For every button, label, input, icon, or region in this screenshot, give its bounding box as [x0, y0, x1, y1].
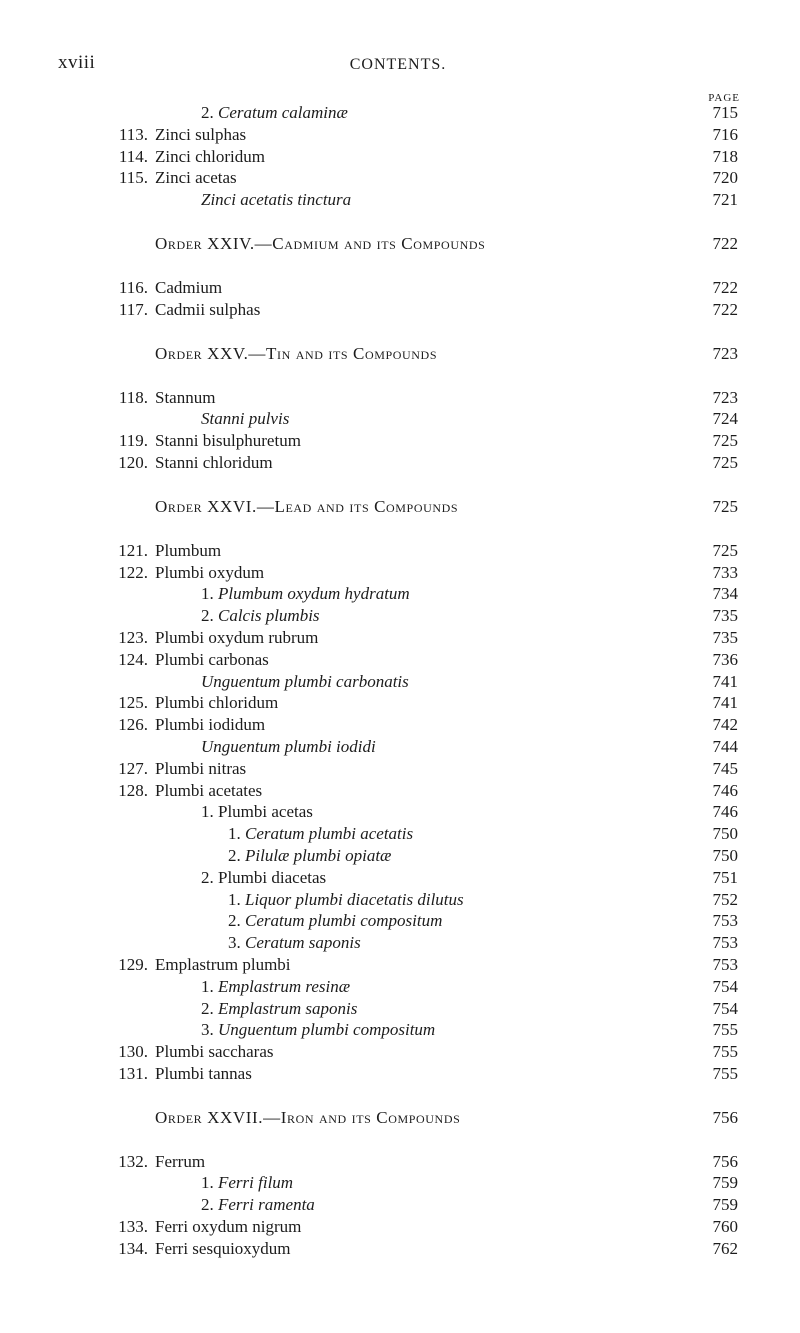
toc-entry: [0, 845, 800, 867]
entry-number: 124.: [118, 649, 148, 669]
page-title: CONTENTS.: [349, 56, 447, 73]
entry-title: Plumbi carbonas: [155, 649, 269, 669]
entry-title: Plumbi oxydum: [155, 562, 265, 582]
entry-title: Plumbi nitras: [155, 758, 247, 778]
entry-page: 725: [712, 496, 738, 516]
entry-number: 114.: [118, 146, 148, 166]
toc-entry: [0, 124, 800, 146]
entry-title: Plumbi chloridum: [155, 693, 279, 713]
toc-entry: [0, 452, 800, 474]
entry-title: Cadmii sulphas: [155, 299, 261, 319]
toc-entry: [0, 1151, 800, 1173]
entry-title: Emplastrum plumbi: [155, 954, 291, 974]
toc-entry: [0, 387, 800, 409]
entry-page: 733: [712, 562, 738, 582]
entry-number: 121.: [118, 540, 148, 560]
entry-number: 127.: [118, 758, 148, 778]
entry-page: 760: [712, 1217, 738, 1237]
toc-entry: [0, 932, 800, 954]
entry-number: 131.: [118, 1063, 148, 1083]
entry-number: 117.: [118, 299, 148, 319]
entry-page: 744: [712, 736, 738, 756]
toc-entry: [0, 430, 800, 452]
entry-page: 746: [712, 780, 738, 800]
toc-entry: [0, 583, 800, 605]
entry-title: 2. Ceratum calaminæ: [201, 103, 348, 122]
entry-page: 755: [712, 1042, 738, 1062]
entry-number: 123.: [118, 627, 148, 647]
toc-entry: [0, 649, 800, 671]
toc-entry: [0, 998, 800, 1020]
entry-title: Plumbi oxydum rubrum: [155, 627, 319, 647]
entry-title: 1. Ferri filum: [201, 1173, 294, 1193]
entry-title: Stanni pulvis: [201, 409, 290, 429]
entry-page: 735: [712, 627, 738, 647]
entry-number: 113.: [118, 124, 148, 144]
entry-number: 132.: [118, 1151, 148, 1171]
toc-entry: [0, 1019, 800, 1041]
entry-number: 129.: [118, 954, 148, 974]
entry-title: 1. Emplastrum resinæ: [201, 976, 351, 996]
entry-page: 750: [712, 824, 738, 844]
toc-entry: [0, 780, 800, 802]
entry-number: 126.: [118, 715, 148, 735]
entry-title: Plumbi tannas: [155, 1063, 252, 1083]
toc-entry: [0, 1041, 800, 1063]
entry-page: 722: [712, 299, 738, 319]
entry-title: Order XXVII.—Iron and its Compounds: [155, 1107, 461, 1127]
entry-number: 128.: [118, 780, 148, 800]
entry-title: Stannum: [155, 387, 216, 407]
toc-entry: [0, 736, 800, 758]
toc-entry: [0, 102, 800, 124]
entry-title: 2. Calcis plumbis: [201, 606, 320, 626]
entry-page: 725: [712, 540, 738, 560]
entry-title: Ferri sesquioxydum: [155, 1238, 291, 1258]
entry-page: 762: [712, 1238, 738, 1258]
entry-page: 759: [712, 1195, 738, 1215]
entry-title: Unguentum plumbi iodidi: [201, 736, 376, 756]
entry-number: 133.: [118, 1217, 148, 1237]
entry-page: 723: [712, 343, 738, 363]
entry-page: 721: [712, 190, 738, 210]
entry-page: 725: [712, 431, 738, 451]
entry-title: 1. Plumbi acetas: [201, 802, 313, 822]
entry-title: 3. Ceratum saponis: [228, 933, 361, 953]
entry-title: 2. Pilulæ plumbi opiatæ: [228, 845, 392, 865]
entry-title: Stanni chloridum: [155, 452, 273, 472]
entry-title: Zinci sulphas: [155, 124, 247, 144]
entry-page: 718: [712, 146, 738, 166]
toc-entry: [0, 671, 800, 693]
toc-entry: [0, 801, 800, 823]
order-heading: [0, 321, 800, 387]
toc-entry: [0, 692, 800, 714]
entry-page: 742: [712, 715, 738, 735]
toc-entry: [0, 189, 800, 211]
entry-page: 755: [712, 1063, 738, 1083]
entry-page: 734: [712, 584, 738, 604]
entry-page: 759: [712, 1173, 738, 1193]
entry-page: 736: [712, 649, 738, 669]
entry-page: 753: [712, 954, 738, 974]
entry-page: 752: [712, 889, 738, 909]
entry-title: 1. Plumbum oxydum hydratum: [201, 584, 410, 604]
entry-number: 116.: [118, 277, 148, 297]
entry-page: 716: [712, 124, 738, 144]
entry-number: 115.: [118, 168, 148, 188]
entry-title: Zinci chloridum: [155, 146, 266, 166]
entry-page: 754: [712, 976, 738, 996]
entry-number: 119.: [118, 431, 148, 451]
entry-number: 130.: [118, 1042, 148, 1062]
toc-entry: [0, 1172, 800, 1194]
toc-entry: [0, 1216, 800, 1238]
entry-page: 753: [712, 933, 738, 953]
entry-title: 2. Plumbi diacetas: [201, 867, 327, 887]
toc-entry: [0, 408, 800, 430]
toc-entry: [0, 954, 800, 976]
entry-title: Cadmium: [155, 277, 223, 297]
entry-page: 724: [712, 409, 738, 429]
toc-entry: [0, 889, 800, 911]
toc-entry: [0, 976, 800, 998]
toc-entry: [0, 1194, 800, 1216]
entry-title: Order XXV.—Tin and its Compounds: [155, 343, 438, 363]
entry-page: 741: [712, 671, 738, 691]
entry-page: 735: [712, 606, 738, 626]
order-heading: [0, 1085, 800, 1151]
toc-entry: [0, 714, 800, 736]
page-column-label: PAGE: [708, 92, 740, 104]
toc-entry: [0, 277, 800, 299]
entry-title: 1. Ceratum plumbi acetatis: [228, 824, 414, 844]
toc-entry: [0, 1238, 800, 1260]
toc-entry: [0, 910, 800, 932]
entry-page: 756: [712, 1151, 738, 1171]
entry-page: 725: [712, 452, 738, 472]
entry-title: 3. Unguentum plumbi compositum: [201, 1020, 436, 1040]
toc-entry: [0, 167, 800, 189]
entry-title: 2. Emplastrum saponis: [201, 998, 358, 1018]
entry-number: 125.: [118, 693, 148, 713]
page-folio: xviii: [58, 52, 96, 73]
entry-number: 122.: [118, 562, 148, 582]
order-heading: [0, 211, 800, 277]
entry-number: 120.: [118, 452, 148, 472]
entry-title: Plumbi saccharas: [155, 1042, 274, 1062]
toc-entry: [0, 758, 800, 780]
entry-page: 722: [712, 233, 738, 253]
entry-page: 754: [712, 998, 738, 1018]
entry-title: Stanni bisulphuretum: [155, 431, 301, 451]
entry-number: 118.: [118, 387, 148, 407]
table-of-contents: [0, 102, 800, 1260]
entry-page: 723: [712, 387, 738, 407]
toc-entry: [0, 823, 800, 845]
toc-entry: [0, 562, 800, 584]
entry-number: 134.: [118, 1238, 148, 1258]
entry-page: 745: [712, 758, 738, 778]
entry-title: 2. Ferri ramenta: [201, 1195, 315, 1215]
entry-title: Order XXVI.—Lead and its Compounds: [155, 496, 459, 516]
order-heading: [0, 474, 800, 540]
entry-page: 715: [712, 103, 738, 122]
entry-page: 750: [712, 845, 738, 865]
entry-title: Zinci acetatis tinctura: [201, 190, 352, 210]
entry-title: Ferri oxydum nigrum: [155, 1217, 302, 1237]
entry-page: 756: [712, 1107, 738, 1127]
entry-page: 722: [712, 277, 738, 297]
entry-title: 2. Ceratum plumbi compositum: [228, 911, 443, 931]
entry-page: 753: [712, 911, 738, 931]
toc-entry: [0, 1063, 800, 1085]
toc-entry: [0, 299, 800, 321]
entry-title: Order XXIV.—Cadmium and its Compounds: [155, 233, 486, 253]
entry-title: Unguentum plumbi carbonatis: [201, 671, 409, 691]
entry-page: 746: [712, 802, 738, 822]
entry-page: 741: [712, 693, 738, 713]
entry-page: 751: [712, 867, 738, 887]
toc-entry: [0, 627, 800, 649]
entry-title: Plumbi iodidum: [155, 715, 266, 735]
entry-page: 755: [712, 1020, 738, 1040]
entry-title: Plumbi acetates: [155, 780, 263, 800]
toc-entry: [0, 867, 800, 889]
page-header: [58, 52, 738, 82]
toc-entry: [0, 540, 800, 562]
toc-entry: [0, 605, 800, 627]
entry-title: Ferrum: [155, 1151, 206, 1171]
entry-page: 720: [712, 168, 738, 188]
entry-title: Zinci acetas: [155, 168, 237, 188]
entry-title: 1. Liquor plumbi diacetatis dilutus: [228, 889, 464, 909]
entry-title: Plumbum: [155, 540, 222, 560]
toc-entry: [0, 146, 800, 168]
